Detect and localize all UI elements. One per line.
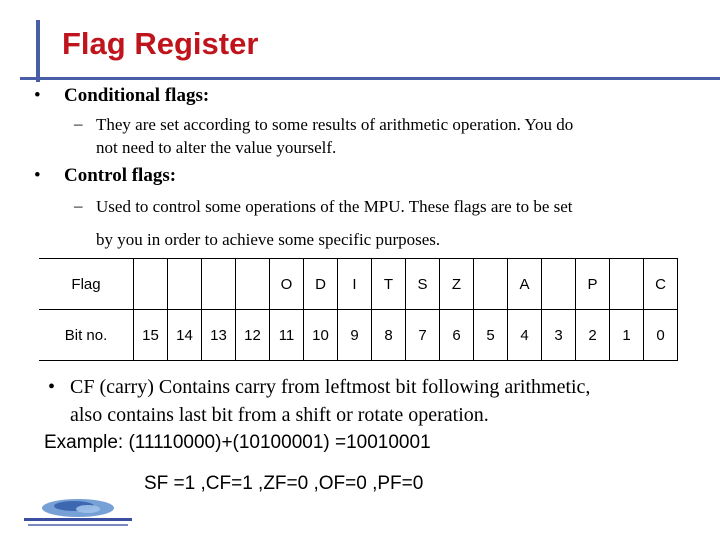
flag-cell: D — [304, 259, 338, 310]
flag-cell: T — [372, 259, 406, 310]
bullet-marker: • — [34, 85, 41, 106]
bit-cell: 1 — [610, 310, 644, 361]
bit-cell: 5 — [474, 310, 508, 361]
control-flags-label: Control flags: — [64, 165, 177, 186]
example-equation: Example: (11110000)+(10100001) =10010001 — [44, 432, 431, 453]
flag-cell: A — [508, 259, 542, 310]
bit-cell: 13 — [202, 310, 236, 361]
flag-cell: I — [338, 259, 372, 310]
bit-number-row — [39, 310, 678, 361]
carry-flag-text-line2: also contains last bit from a shift or rotate operation. — [70, 404, 489, 426]
bit-cell: 12 — [236, 310, 270, 361]
bit-cell: 14 — [168, 310, 202, 361]
flag-cell: Z — [440, 259, 474, 310]
flag-cell — [474, 259, 508, 310]
control-flags-text-line1: Used to control some operations of the MPU. These flags are to be set — [96, 197, 573, 216]
example-flag-results: SF =1 ,CF=1 ,ZF=0 ,OF=0 ,PF=0 — [144, 473, 424, 494]
sub-bullet-dash: – — [74, 196, 83, 215]
flag-cell — [542, 259, 576, 310]
flag-cell: C — [644, 259, 678, 310]
carry-flag-text-line1: CF (carry) Contains carry from leftmost bit following arithmetic, — [70, 376, 591, 398]
bit-cell: 3 — [542, 310, 576, 361]
flag-cell — [610, 259, 644, 310]
bit-cell: 15 — [134, 310, 168, 361]
bit-cell: 0 — [644, 310, 678, 361]
bit-cell: 11 — [270, 310, 304, 361]
flag-register-table — [39, 258, 678, 361]
flag-cell: O — [270, 259, 304, 310]
flag-cell — [134, 259, 168, 310]
bit-cell: 8 — [372, 310, 406, 361]
bit-cell: 2 — [576, 310, 610, 361]
bullet-marker: • — [34, 165, 41, 186]
flag-cell — [236, 259, 270, 310]
bit-cell: 7 — [406, 310, 440, 361]
bullet-marker: • — [48, 376, 56, 398]
flag-row — [39, 259, 678, 310]
conditional-flags-text-line2: not need to alter the value yourself. — [96, 138, 337, 157]
title-horizontal-rule — [20, 77, 720, 80]
bit-cell: 4 — [508, 310, 542, 361]
bit-cell: 9 — [338, 310, 372, 361]
conditional-flags-label: Conditional flags: — [64, 85, 210, 106]
bit-row-label: Bit no. — [39, 310, 134, 361]
slide-title: Flag Register — [62, 26, 259, 61]
flag-cell: S — [406, 259, 440, 310]
flag-cell — [168, 259, 202, 310]
flag-cell — [202, 259, 236, 310]
bit-cell: 10 — [304, 310, 338, 361]
flag-row-label: Flag — [39, 259, 134, 310]
control-flags-text-line2: by you in order to achieve some specific purposes. — [96, 230, 441, 249]
flag-cell: P — [576, 259, 610, 310]
bit-cell: 6 — [440, 310, 474, 361]
globe-logo-icon — [18, 496, 138, 530]
title-vertical-rule — [36, 20, 40, 82]
conditional-flags-text-line1: They are set according to some results of arithmetic operation. You do — [96, 115, 574, 134]
sub-bullet-dash: – — [74, 114, 83, 133]
